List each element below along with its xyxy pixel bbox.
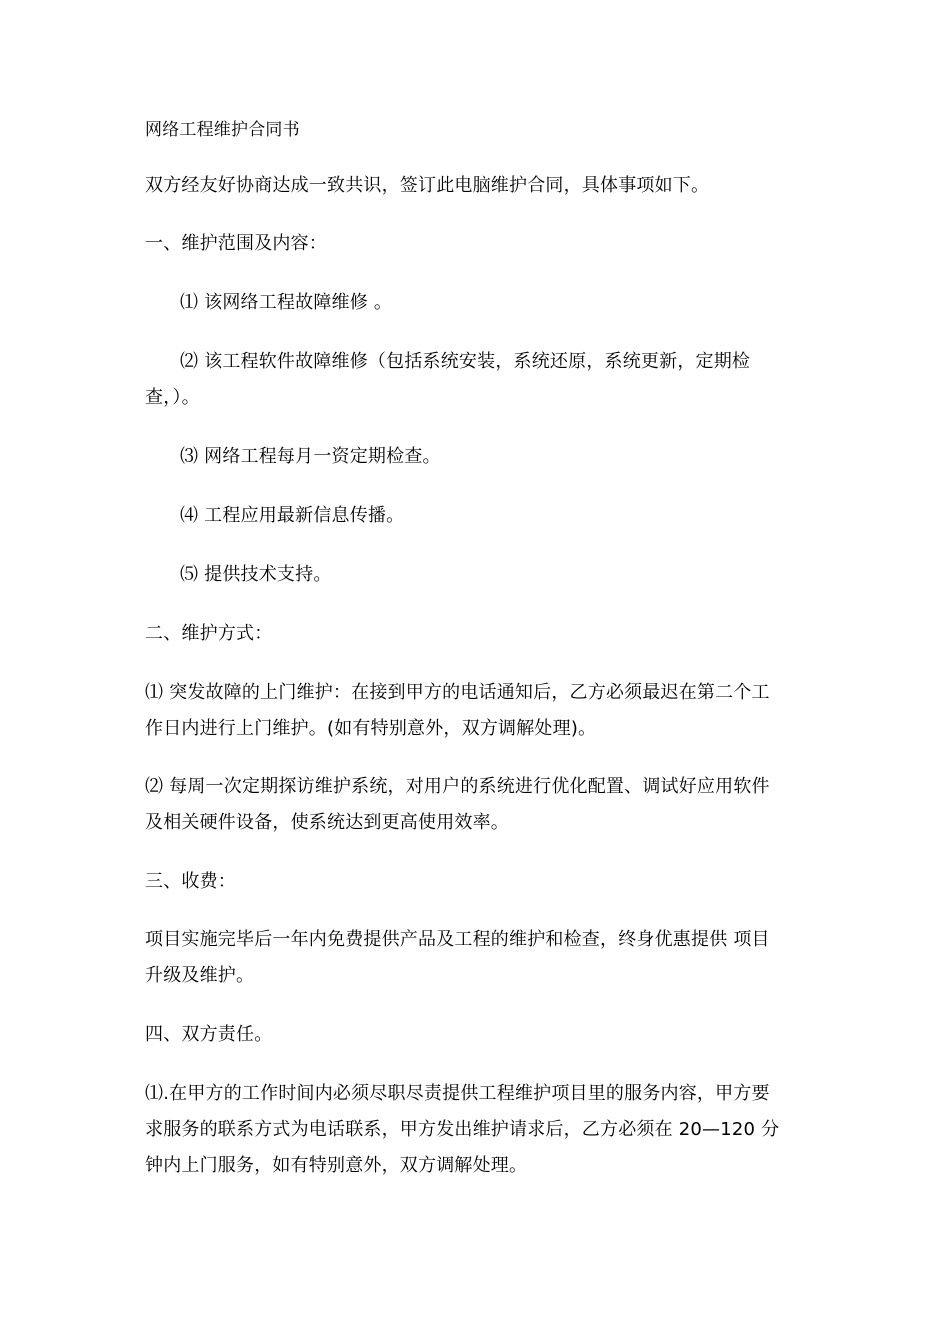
section1-heading: 一、维护范围及内容：	[145, 233, 327, 254]
section1-item-2-continuation: 查，）。	[145, 387, 200, 408]
section2-heading: 二、维护方式：	[145, 623, 273, 644]
section2-item-1-line-1: ⑴ 突发故障的上门维护：在接到甲方的电话通知后，乙方必须最迟在第二个工	[145, 682, 770, 703]
section1-item-3: ⑶ 网络工程每月一资定期检查。	[180, 446, 441, 467]
section2-item-1-line-2: 作日内进行上门维护。(如有特别意外，双方调解处理)。	[145, 718, 597, 739]
section4-line-2: 求服务的联系方式为电话联系，甲方发出维护请求后，乙方必须在 20—120 分	[145, 1119, 780, 1140]
document-title: 网络工程维护合同书	[145, 120, 300, 140]
section3-heading: 三、收费：	[145, 871, 236, 892]
section3-line-2: 升级及维护。	[145, 965, 255, 986]
section1-item-1: ⑴ 该网络工程故障维修 。	[180, 292, 393, 313]
section1-item-5: ⑸ 提供技术支持。	[180, 564, 332, 585]
section1-item-2: ⑵ 该工程软件故障维修（包括系统安装，系统还原，系统更新，定期检	[180, 351, 751, 372]
section3-line-1: 项目实施完毕后一年内免费提供产品及工程的维护和检查，终身优惠提供 项目	[145, 929, 770, 950]
section1-item-4: ⑷ 工程应用最新信息传播。	[180, 505, 405, 526]
section4-line-1: ⑴.在甲方的工作时间内必须尽职尽责提供工程维护项目里的服务内容，甲方要	[145, 1083, 770, 1104]
intro-paragraph: 双方经友好协商达成一致共识，签订此电脑维护合同，具体事项如下。	[145, 175, 710, 196]
section2-item-2-line-1: ⑵ 每周一次定期探访维护系统，对用户的系统进行优化配置、调试好应用软件	[145, 776, 770, 797]
section2-item-2-line-2: 及相关硬件设备，使系统达到更高使用效率。	[145, 812, 509, 833]
section4-line-3: 钟内上门服务，如有特别意外，双方调解处理。	[145, 1155, 528, 1176]
section4-heading: 四、双方责任。	[145, 1024, 273, 1045]
